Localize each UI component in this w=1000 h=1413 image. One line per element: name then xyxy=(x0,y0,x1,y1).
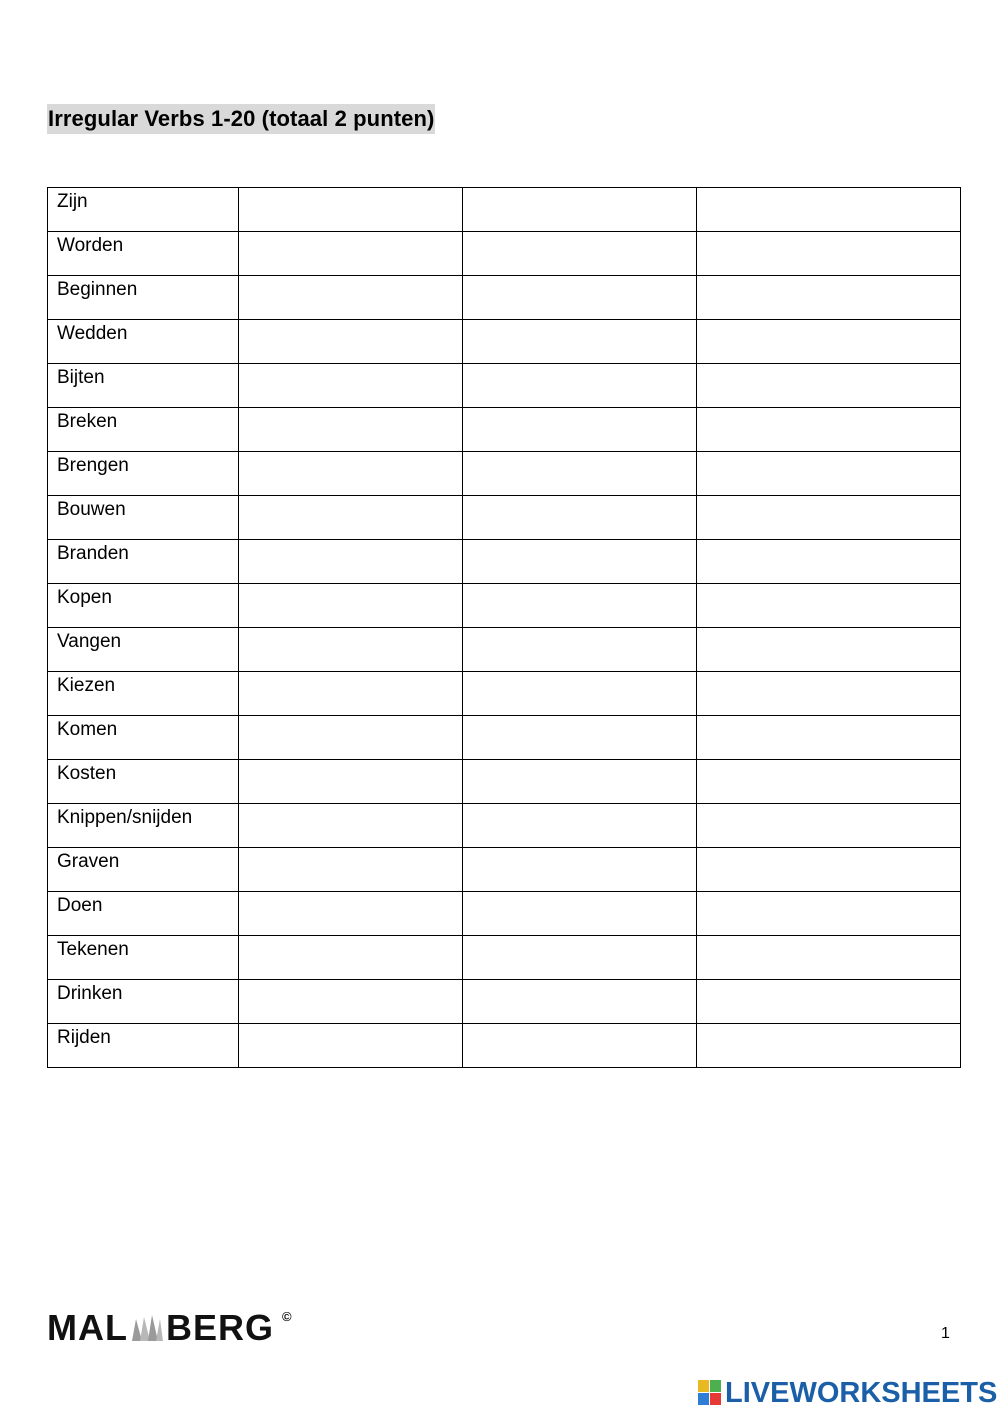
table-row xyxy=(48,760,961,804)
answer-cell[interactable] xyxy=(463,496,697,540)
answer-cell[interactable] xyxy=(239,232,463,276)
answer-cell[interactable] xyxy=(463,760,697,804)
answer-cell[interactable] xyxy=(463,364,697,408)
malmberg-logo xyxy=(47,1308,293,1348)
answer-cell[interactable] xyxy=(239,364,463,408)
verb-cell: Kosten xyxy=(48,760,239,804)
answer-cell[interactable] xyxy=(463,232,697,276)
verb-cell: Tekenen xyxy=(48,936,239,980)
answer-cell[interactable] xyxy=(697,584,961,628)
logo-text-right: BERG xyxy=(165,1307,274,1348)
copyright-mark: © xyxy=(282,1309,293,1324)
page-number: 1 xyxy=(941,1325,950,1342)
verb-cell: Brengen xyxy=(48,452,239,496)
answer-cell[interactable] xyxy=(697,320,961,364)
table-row xyxy=(48,584,961,628)
answer-cell[interactable] xyxy=(463,628,697,672)
answer-cell[interactable] xyxy=(239,584,463,628)
verb-cell: Breken xyxy=(48,408,239,452)
answer-cell[interactable] xyxy=(697,628,961,672)
answer-cell[interactable] xyxy=(697,408,961,452)
verb-cell: Drinken xyxy=(48,980,239,1024)
answer-cell[interactable] xyxy=(697,540,961,584)
table-row xyxy=(48,936,961,980)
table-row xyxy=(48,276,961,320)
table-row xyxy=(48,496,961,540)
table-row xyxy=(48,540,961,584)
verb-cell: Zijn xyxy=(48,188,239,232)
answer-cell[interactable] xyxy=(697,716,961,760)
answer-cell[interactable] xyxy=(697,980,961,1024)
answer-cell[interactable] xyxy=(697,364,961,408)
verb-cell: Rijden xyxy=(48,1024,239,1068)
answer-cell[interactable] xyxy=(463,320,697,364)
table-row xyxy=(48,1024,961,1068)
answer-cell[interactable] xyxy=(239,320,463,364)
liveworksheets-watermark xyxy=(697,1378,997,1408)
table-row xyxy=(48,980,961,1024)
verb-cell: Kopen xyxy=(48,584,239,628)
answer-cell[interactable] xyxy=(697,276,961,320)
answer-cell[interactable] xyxy=(239,672,463,716)
answer-cell[interactable] xyxy=(463,452,697,496)
answer-cell[interactable] xyxy=(239,276,463,320)
verb-cell: Branden xyxy=(48,540,239,584)
answer-cell[interactable] xyxy=(463,584,697,628)
answer-cell[interactable] xyxy=(239,540,463,584)
answer-cell[interactable] xyxy=(239,1024,463,1068)
table-row xyxy=(48,408,961,452)
answer-cell[interactable] xyxy=(463,188,697,232)
verb-cell: Wedden xyxy=(48,320,239,364)
answer-cell[interactable] xyxy=(239,408,463,452)
verbs-table xyxy=(47,187,961,1068)
liveworksheets-logo-icon xyxy=(697,1379,723,1407)
answer-cell[interactable] xyxy=(463,716,697,760)
answer-cell[interactable] xyxy=(697,232,961,276)
answer-cell[interactable] xyxy=(239,452,463,496)
answer-cell[interactable] xyxy=(239,804,463,848)
answer-cell[interactable] xyxy=(239,980,463,1024)
table-row xyxy=(48,232,961,276)
verb-cell: Graven xyxy=(48,848,239,892)
answer-cell[interactable] xyxy=(697,892,961,936)
answer-cell[interactable] xyxy=(463,276,697,320)
verb-cell: Doen xyxy=(48,892,239,936)
answer-cell[interactable] xyxy=(697,936,961,980)
answer-cell[interactable] xyxy=(697,452,961,496)
answer-cell[interactable] xyxy=(697,672,961,716)
answer-cell[interactable] xyxy=(463,980,697,1024)
answer-cell[interactable] xyxy=(239,848,463,892)
answer-cell[interactable] xyxy=(239,628,463,672)
verb-cell: Bijten xyxy=(48,364,239,408)
answer-cell[interactable] xyxy=(463,540,697,584)
logo-mark-icon xyxy=(130,1313,164,1343)
table-row xyxy=(48,452,961,496)
answer-cell[interactable] xyxy=(697,760,961,804)
answer-cell[interactable] xyxy=(239,716,463,760)
answer-cell[interactable] xyxy=(463,892,697,936)
table-row xyxy=(48,364,961,408)
answer-cell[interactable] xyxy=(697,496,961,540)
table-row xyxy=(48,892,961,936)
table-row xyxy=(48,320,961,364)
answer-cell[interactable] xyxy=(463,672,697,716)
verb-cell: Bouwen xyxy=(48,496,239,540)
answer-cell[interactable] xyxy=(463,408,697,452)
table-row xyxy=(48,628,961,672)
logo-text-left: MAL xyxy=(47,1307,128,1348)
verb-cell: Worden xyxy=(48,232,239,276)
table-row xyxy=(48,672,961,716)
answer-cell[interactable] xyxy=(697,848,961,892)
page-title: Irregular Verbs 1-20 (totaal 2 punten) xyxy=(47,104,435,134)
table-row xyxy=(48,188,961,232)
answer-cell[interactable] xyxy=(239,892,463,936)
verb-cell: Kiezen xyxy=(48,672,239,716)
verb-cell: Vangen xyxy=(48,628,239,672)
verb-cell: Knippen/snijden xyxy=(48,804,239,848)
watermark-text: LIVEWORKSHEETS xyxy=(725,1377,998,1409)
answer-cell[interactable] xyxy=(463,936,697,980)
verb-cell: Komen xyxy=(48,716,239,760)
table-row xyxy=(48,804,961,848)
answer-cell[interactable] xyxy=(239,188,463,232)
answer-cell[interactable] xyxy=(463,1024,697,1068)
answer-cell[interactable] xyxy=(697,804,961,848)
answer-cell[interactable] xyxy=(239,496,463,540)
verb-cell: Beginnen xyxy=(48,276,239,320)
table-row xyxy=(48,848,961,892)
answer-cell[interactable] xyxy=(239,760,463,804)
answer-cell[interactable] xyxy=(463,848,697,892)
table-row xyxy=(48,716,961,760)
answer-cell[interactable] xyxy=(697,188,961,232)
answer-cell[interactable] xyxy=(463,804,697,848)
answer-cell[interactable] xyxy=(239,936,463,980)
answer-cell[interactable] xyxy=(697,1024,961,1068)
